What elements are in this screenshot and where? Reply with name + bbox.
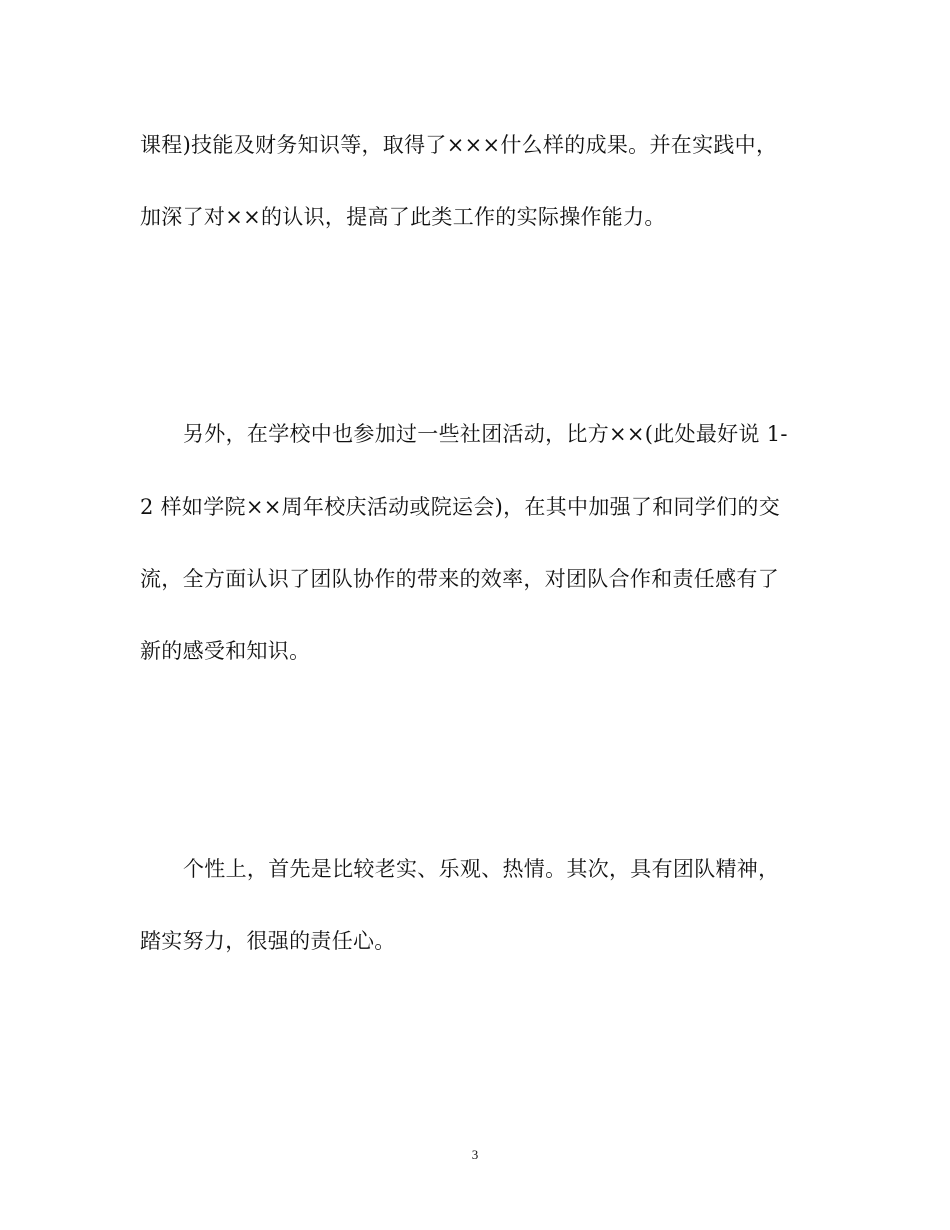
paragraph-line: 另外，在学校中也参加过一些社团活动，比方××(此处最好说 1-	[183, 422, 788, 446]
paragraph-line: 流，全方面认识了团队协作的带来的效率，对团队合作和责任感有了	[140, 567, 779, 591]
paragraph-line: 课程)技能及财务知识等，取得了×××什么样的成果。并在实践中，	[140, 133, 778, 157]
paragraph-line: 加深了对××的认识，提高了此类工作的实际操作能力。	[140, 205, 666, 229]
paragraph-line: 新的感受和知识。	[140, 639, 311, 663]
paragraph-line: 踏实努力，很强的责任心。	[140, 929, 396, 953]
paragraph-line: 个性上，首先是比较老实、乐观、热情。其次，具有团队精神，	[183, 857, 780, 881]
page-number: 3	[471, 1147, 479, 1162]
paragraph-line: 2 样如学院××周年校庆活动或院运会)，在其中加强了和同学们的交	[140, 495, 781, 519]
